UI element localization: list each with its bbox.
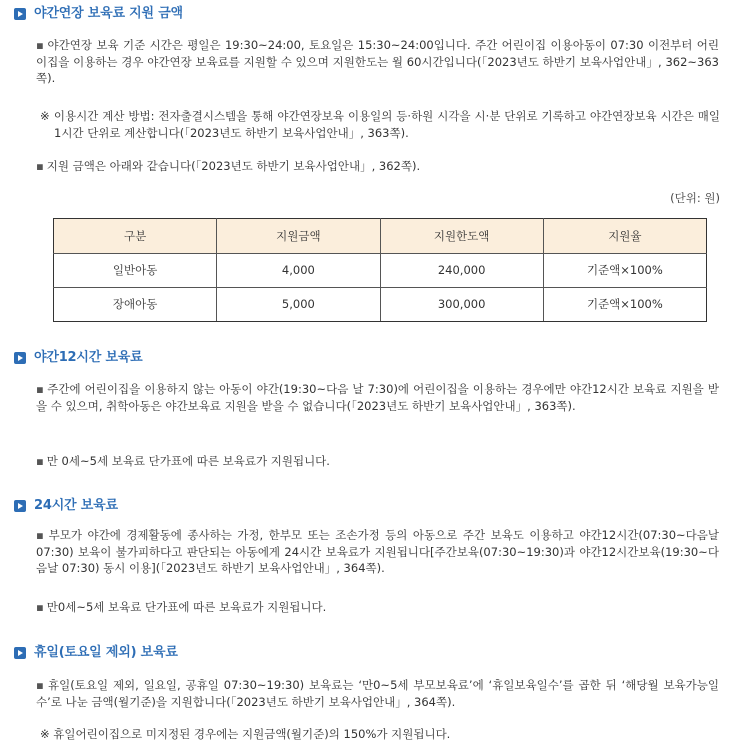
table-cell: 기준액×100% <box>543 288 706 322</box>
section-heading <box>14 4 726 24</box>
paragraph: ▪ 야간연장 보육 기준 시간은 평일은 19:30~24:00, 토요일은 15:30~24:00입니다. 주간 어린이집 이용아동이 07:30 이전부터 어린이집을 이용하는 경우 야간연장 보육료를 지원할 수 있으며 지원한도는 월 60시간입니다(「2023년도 하반기 보육사업안내」, 362~363쪽). <box>36 38 719 86</box>
section-heading <box>14 643 726 663</box>
section-night-12h <box>14 348 726 368</box>
table-cell: 240,000 <box>380 254 543 288</box>
support-amount-table <box>53 218 707 322</box>
play-square-icon <box>14 647 26 659</box>
section-night-extension <box>14 4 726 24</box>
bullet-icon: ▪ <box>36 38 45 52</box>
paragraph: ▪ 주간에 어린이집을 이용하지 않는 아동이 야간(19:30~다음 날 7:30)에 어린이집을 이용하는 경우에만 야간12시간 보육료 지원을 받을 수 있으며, 취학아동은 야간보육료 지원을 받을 수 없습니다(「2023년도 하반기 보육사업안내」, 363쪽). <box>36 382 719 413</box>
unit-label: (단위: 원) <box>670 191 720 205</box>
table-cell: 4,000 <box>217 254 380 288</box>
play-square-icon <box>14 8 26 20</box>
paragraph: ▪ 만 0세~5세 보육료 단가표에 따른 보육료가 지원됩니다. <box>36 454 330 468</box>
section-holiday <box>14 643 726 663</box>
table-cell: 5,000 <box>217 288 380 322</box>
paragraph: ▪ 지원 금액은 아래와 같습니다(「2023년도 하반기 보육사업안내」, 362쪽). <box>36 159 421 173</box>
table-cell: 장애아동 <box>54 288 217 322</box>
table-cell: 일반아동 <box>54 254 217 288</box>
section-heading <box>14 496 726 516</box>
column-header: 구분 <box>54 219 217 254</box>
table-header-row <box>54 219 707 254</box>
section-title: 야간연장 보육료 지원 금액 <box>34 5 183 21</box>
section-heading <box>14 348 726 368</box>
play-square-icon <box>14 352 26 364</box>
paragraph: ▪ 만0세~5세 보육료 단가표에 따른 보육료가 지원됩니다. <box>36 600 327 614</box>
table-row <box>54 254 707 288</box>
bullet-icon: ▪ <box>36 382 45 396</box>
bullet-icon: ▪ <box>36 678 46 692</box>
table-row <box>54 288 707 322</box>
section-24h <box>14 496 726 516</box>
paragraph: ▪ 부모가 야간에 경제활동에 종사하는 가정, 한부모 또는 조손가정 등의 아동으로 주간 보육도 이용하고 야간12시간(07:30~다음날 07:30) 보육이 불가피하다고 판단되는 아동에게 24시간 보육료가 지원됩니다[주간보육(07:30~19:30)과 야간12시간보육(19:30~다음날 07:30) 동시 이용](「2023년도 하반기 보육사업안내」, 364쪽). <box>36 528 719 576</box>
play-square-icon <box>14 500 26 512</box>
paragraph: ▪ 휴일(토요일 제외, 일요일, 공휴일 07:30~19:30) 보육료는 ‘만0~5세 부모보육료’에 ‘휴일보육일수’를 곱한 뒤 ‘해당월 보육가능일수’로 나눈 금액(월기준)을 지원합니다(「2023년도 하반기 보육사업안내」, 364쪽). <box>36 678 719 709</box>
section-title: 야간12시간 보육료 <box>34 349 143 365</box>
table-cell: 기준액×100% <box>543 254 706 288</box>
note: ※ 이용시간 계산 방법: 전자출결시스템을 통해 야간연장보육 이용일의 등·하원 시각을 시·분 단위로 기록하고 야간연장보육 시간은 매일 1시간 단위로 계산합니다(「2023년도 하반기 보육사업안내」, 363쪽). <box>40 109 720 140</box>
bullet-icon: ▪ <box>36 454 44 468</box>
column-header: 지원한도액 <box>380 219 543 254</box>
table-cell: 300,000 <box>380 288 543 322</box>
note: ※ 휴일어린이집으로 미지정된 경우에는 지원금액(월기준)의 150%가 지원됩니다. <box>40 727 451 741</box>
column-header: 지원금액 <box>217 219 380 254</box>
section-title: 휴일(토요일 제외) 보육료 <box>34 644 178 660</box>
bullet-icon: ▪ <box>36 159 44 173</box>
bullet-icon: ▪ <box>36 600 44 614</box>
section-title: 24시간 보육료 <box>34 497 118 513</box>
column-header: 지원율 <box>543 219 706 254</box>
bullet-icon: ▪ <box>36 528 46 542</box>
